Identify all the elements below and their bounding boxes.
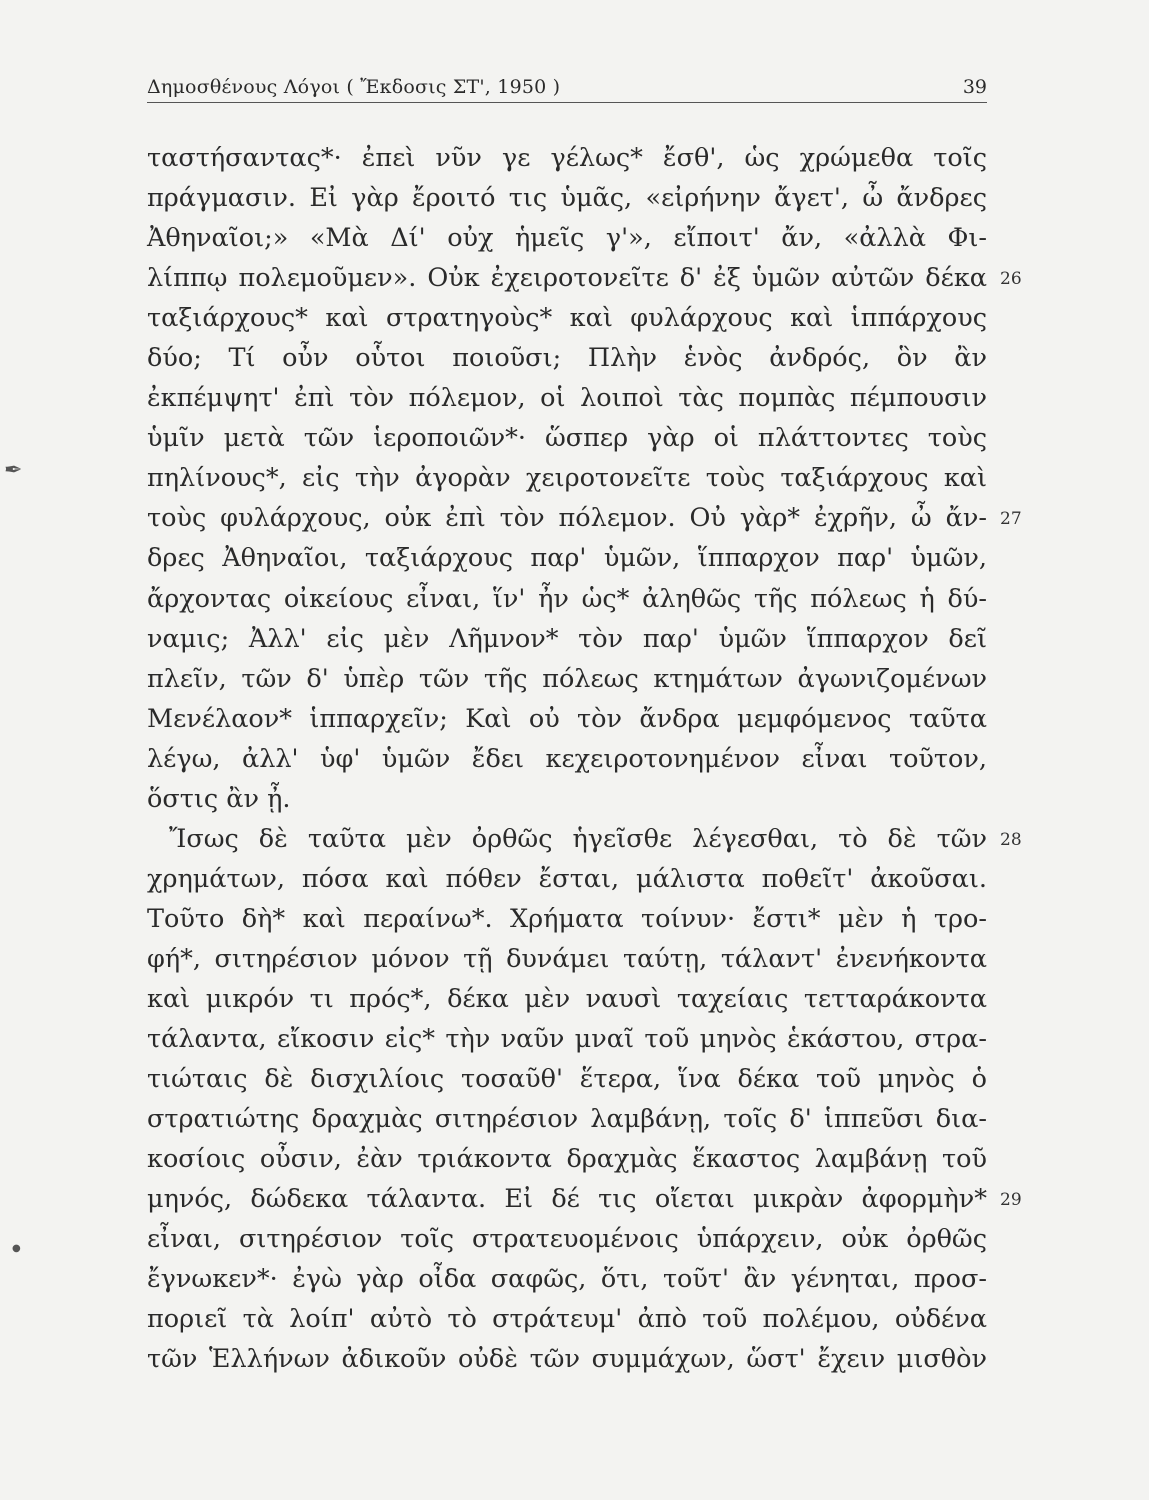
text-line	[147, 699, 987, 739]
text-line	[147, 1139, 987, 1179]
line-text: πλεῖν, τῶν δ' ὑπὲρ τῶν τῆς πόλεως κτημάτων ἀγωνιζομένων	[147, 663, 987, 694]
line-text: ἐκπέμψητ' ἐπὶ τὸν πόλεμον, οἱ λοιποὶ τὰς πομπὰς πέμπουσιν	[147, 383, 987, 414]
section-number: 27	[1000, 509, 1022, 530]
line-text: ἔγνωκεν*· ἐγὼ γὰρ οἶδα σαφῶς, ὅτι, τοῦτ' ἂν γένηται, προσ-	[147, 1264, 987, 1295]
line-text: Τοῦτο δὴ* καὶ περαίνω*. Χρήματα τοίνυν· ἔστι* μὲν ἡ τρο-	[147, 903, 987, 934]
text-line	[147, 779, 987, 819]
line-text: ναμις; Ἀλλ' εἰς μὲν Λῆμνον* τὸν παρ' ὑμῶν ἵππαρχον δεῖ	[147, 623, 987, 654]
section-number: 29	[1000, 1190, 1022, 1211]
section-number: 28	[1000, 829, 1022, 850]
text-line	[147, 1339, 987, 1379]
text-line	[147, 298, 987, 338]
line-text: ταστήσαντας*· ἐπεὶ νῦν γε γέλως* ἔσθ', ὡς χρώμεθα τοῖς	[147, 143, 987, 173]
line-text: εἶναι, σιτηρέσιον τοῖς στρατευομένοις ὑπάρχειν, οὐκ ὀρθῶς	[147, 1224, 987, 1255]
text-line	[147, 378, 987, 418]
text-line	[147, 939, 987, 979]
text-line	[147, 1019, 987, 1059]
line-text: Ἴσως δὲ ταῦτα μὲν ὀρθῶς ἡγεῖσθε λέγεσθαι, τὸ δὲ τῶν	[169, 823, 987, 854]
line-text: λίππῳ πολεμοῦμεν». Οὐκ ἐχειροτονεῖτε δ' ἐξ ὑμῶν αὐτῶν δέκα	[147, 263, 987, 294]
line-text: ὅστις ἂν ᾖ.	[147, 783, 291, 814]
section-number: 26	[1000, 269, 1022, 290]
text-line	[147, 819, 1022, 859]
page-number: 39	[962, 76, 987, 98]
text-line	[147, 899, 987, 939]
text-line	[147, 619, 987, 659]
running-header	[147, 74, 987, 106]
text-line	[147, 138, 987, 178]
text-line	[147, 498, 1022, 538]
line-text: Ἀθηναῖοι;» «Μὰ Δί' οὐχ ἡμεῖς γ'», εἴποιτ' ἄν, «ἀλλὰ Φι-	[147, 223, 987, 254]
text-line	[147, 1219, 987, 1259]
text-line	[147, 538, 987, 578]
margin-mark: ✒	[4, 458, 23, 483]
line-text: πράγμασιν. Εἰ γὰρ ἔροιτό τις ὑμᾶς, «εἰρήνην ἄγετ', ὦ ἄνδρες	[147, 183, 987, 214]
line-text: ταξιάρχους* καὶ στρατηγοὺς* καὶ φυλάρχους καὶ ἱππάρχους	[147, 303, 987, 334]
line-text: πηλίνους*, εἰς τὴν ἀγορὰν χειροτονεῖτε τοὺς ταξιάρχους καὶ	[147, 463, 987, 494]
text-line	[147, 579, 987, 619]
line-text: ποριεῖ τὰ λοίπ' αὐτὸ τὸ στράτευμ' ἀπὸ τοῦ πολέμου, οὐδένα	[147, 1304, 987, 1335]
text-line	[147, 458, 987, 498]
text-line	[147, 1179, 1022, 1219]
margin-dot: ●	[12, 1243, 21, 1254]
text-line	[147, 1099, 987, 1139]
line-text: Μενέλαον* ἱππαρχεῖν; Καὶ οὐ τὸν ἄνδρα μεμφόμενος ταῦτα	[147, 703, 987, 734]
line-text: μηνός, δώδεκα τάλαντα. Εἰ δέ τις οἴεται μικρὰν ἀφορμὴν*	[147, 1184, 987, 1215]
line-text: δύο; Τί οὖν οὗτοι ποιοῦσι; Πλὴν ἑνὸς ἀνδρός, ὃν ἂν	[147, 343, 987, 374]
text-line	[147, 418, 987, 458]
text-line	[147, 979, 987, 1019]
line-text: καὶ μικρόν τι πρός*, δέκα μὲν ναυσὶ ταχείαις τετταράκοντα	[147, 983, 987, 1014]
line-text: τῶν Ἑλλήνων ἀδικοῦν οὐδὲ τῶν συμμάχων, ὥστ' ἔχειν μισθὸν	[147, 1344, 987, 1375]
text-line	[147, 178, 987, 218]
text-line	[147, 859, 987, 899]
line-text: φή*, σιτηρέσιον μόνον τῇ δυνάμει ταύτῃ, τάλαντ' ἐνενήκοντα	[147, 943, 987, 974]
text-line	[147, 659, 987, 699]
text-line	[147, 218, 987, 258]
text-line	[147, 1259, 987, 1299]
line-text: τιώταις δὲ δισχιλίοις τοσαῦθ' ἕτερα, ἵνα δέκα τοῦ μηνὸς ὁ	[147, 1064, 987, 1095]
text-line	[147, 1299, 987, 1339]
body-text	[147, 138, 1022, 1379]
line-text: τάλαντα, εἴκοσιν εἰς* τὴν ναῦν μναῖ τοῦ μηνὸς ἑκάστου, στρα-	[147, 1024, 987, 1055]
line-text: ἄρχοντας οἰκείους εἶναι, ἵν' ἦν ὡς* ἀληθῶς τῆς πόλεως ἡ δύ-	[147, 583, 987, 614]
running-title: Δημοσθένους Λόγοι ( Ἔκδοσις ΣΤ', 1950 )	[147, 76, 561, 98]
line-text: τοὺς φυλάρχους, οὐκ ἐπὶ τὸν πόλεμον. Οὐ γὰρ* ἐχρῆν, ὦ ἄν-	[147, 503, 987, 534]
text-line	[147, 1059, 987, 1099]
header-rule	[147, 102, 987, 103]
text-line	[147, 739, 987, 779]
text-line	[147, 258, 1022, 298]
line-text: κοσίοις οὖσιν, ἐὰν τριάκοντα δραχμὰς ἕκαστος λαμβάνῃ τοῦ	[147, 1144, 987, 1175]
line-text: ὑμῖν μετὰ τῶν ἱεροποιῶν*· ὥσπερ γὰρ οἱ πλάττοντες τοὺς	[147, 423, 987, 454]
line-text: λέγω, ἀλλ' ὑφ' ὑμῶν ἔδει κεχειροτονημένον εἶναι τοῦτον,	[147, 743, 987, 774]
line-text: χρημάτων, πόσα καὶ πόθεν ἔσται, μάλιστα ποθεῖτ' ἀκοῦσαι.	[147, 863, 987, 894]
line-text: στρατιώτης δραχμὰς σιτηρέσιον λαμβάνῃ, τοῖς δ' ἱππεῦσι δια-	[147, 1104, 987, 1135]
line-text: δρες Ἀθηναῖοι, ταξιάρχους παρ' ὑμῶν, ἵππαρχον παρ' ὑμῶν,	[147, 543, 987, 574]
text-line	[147, 338, 987, 378]
